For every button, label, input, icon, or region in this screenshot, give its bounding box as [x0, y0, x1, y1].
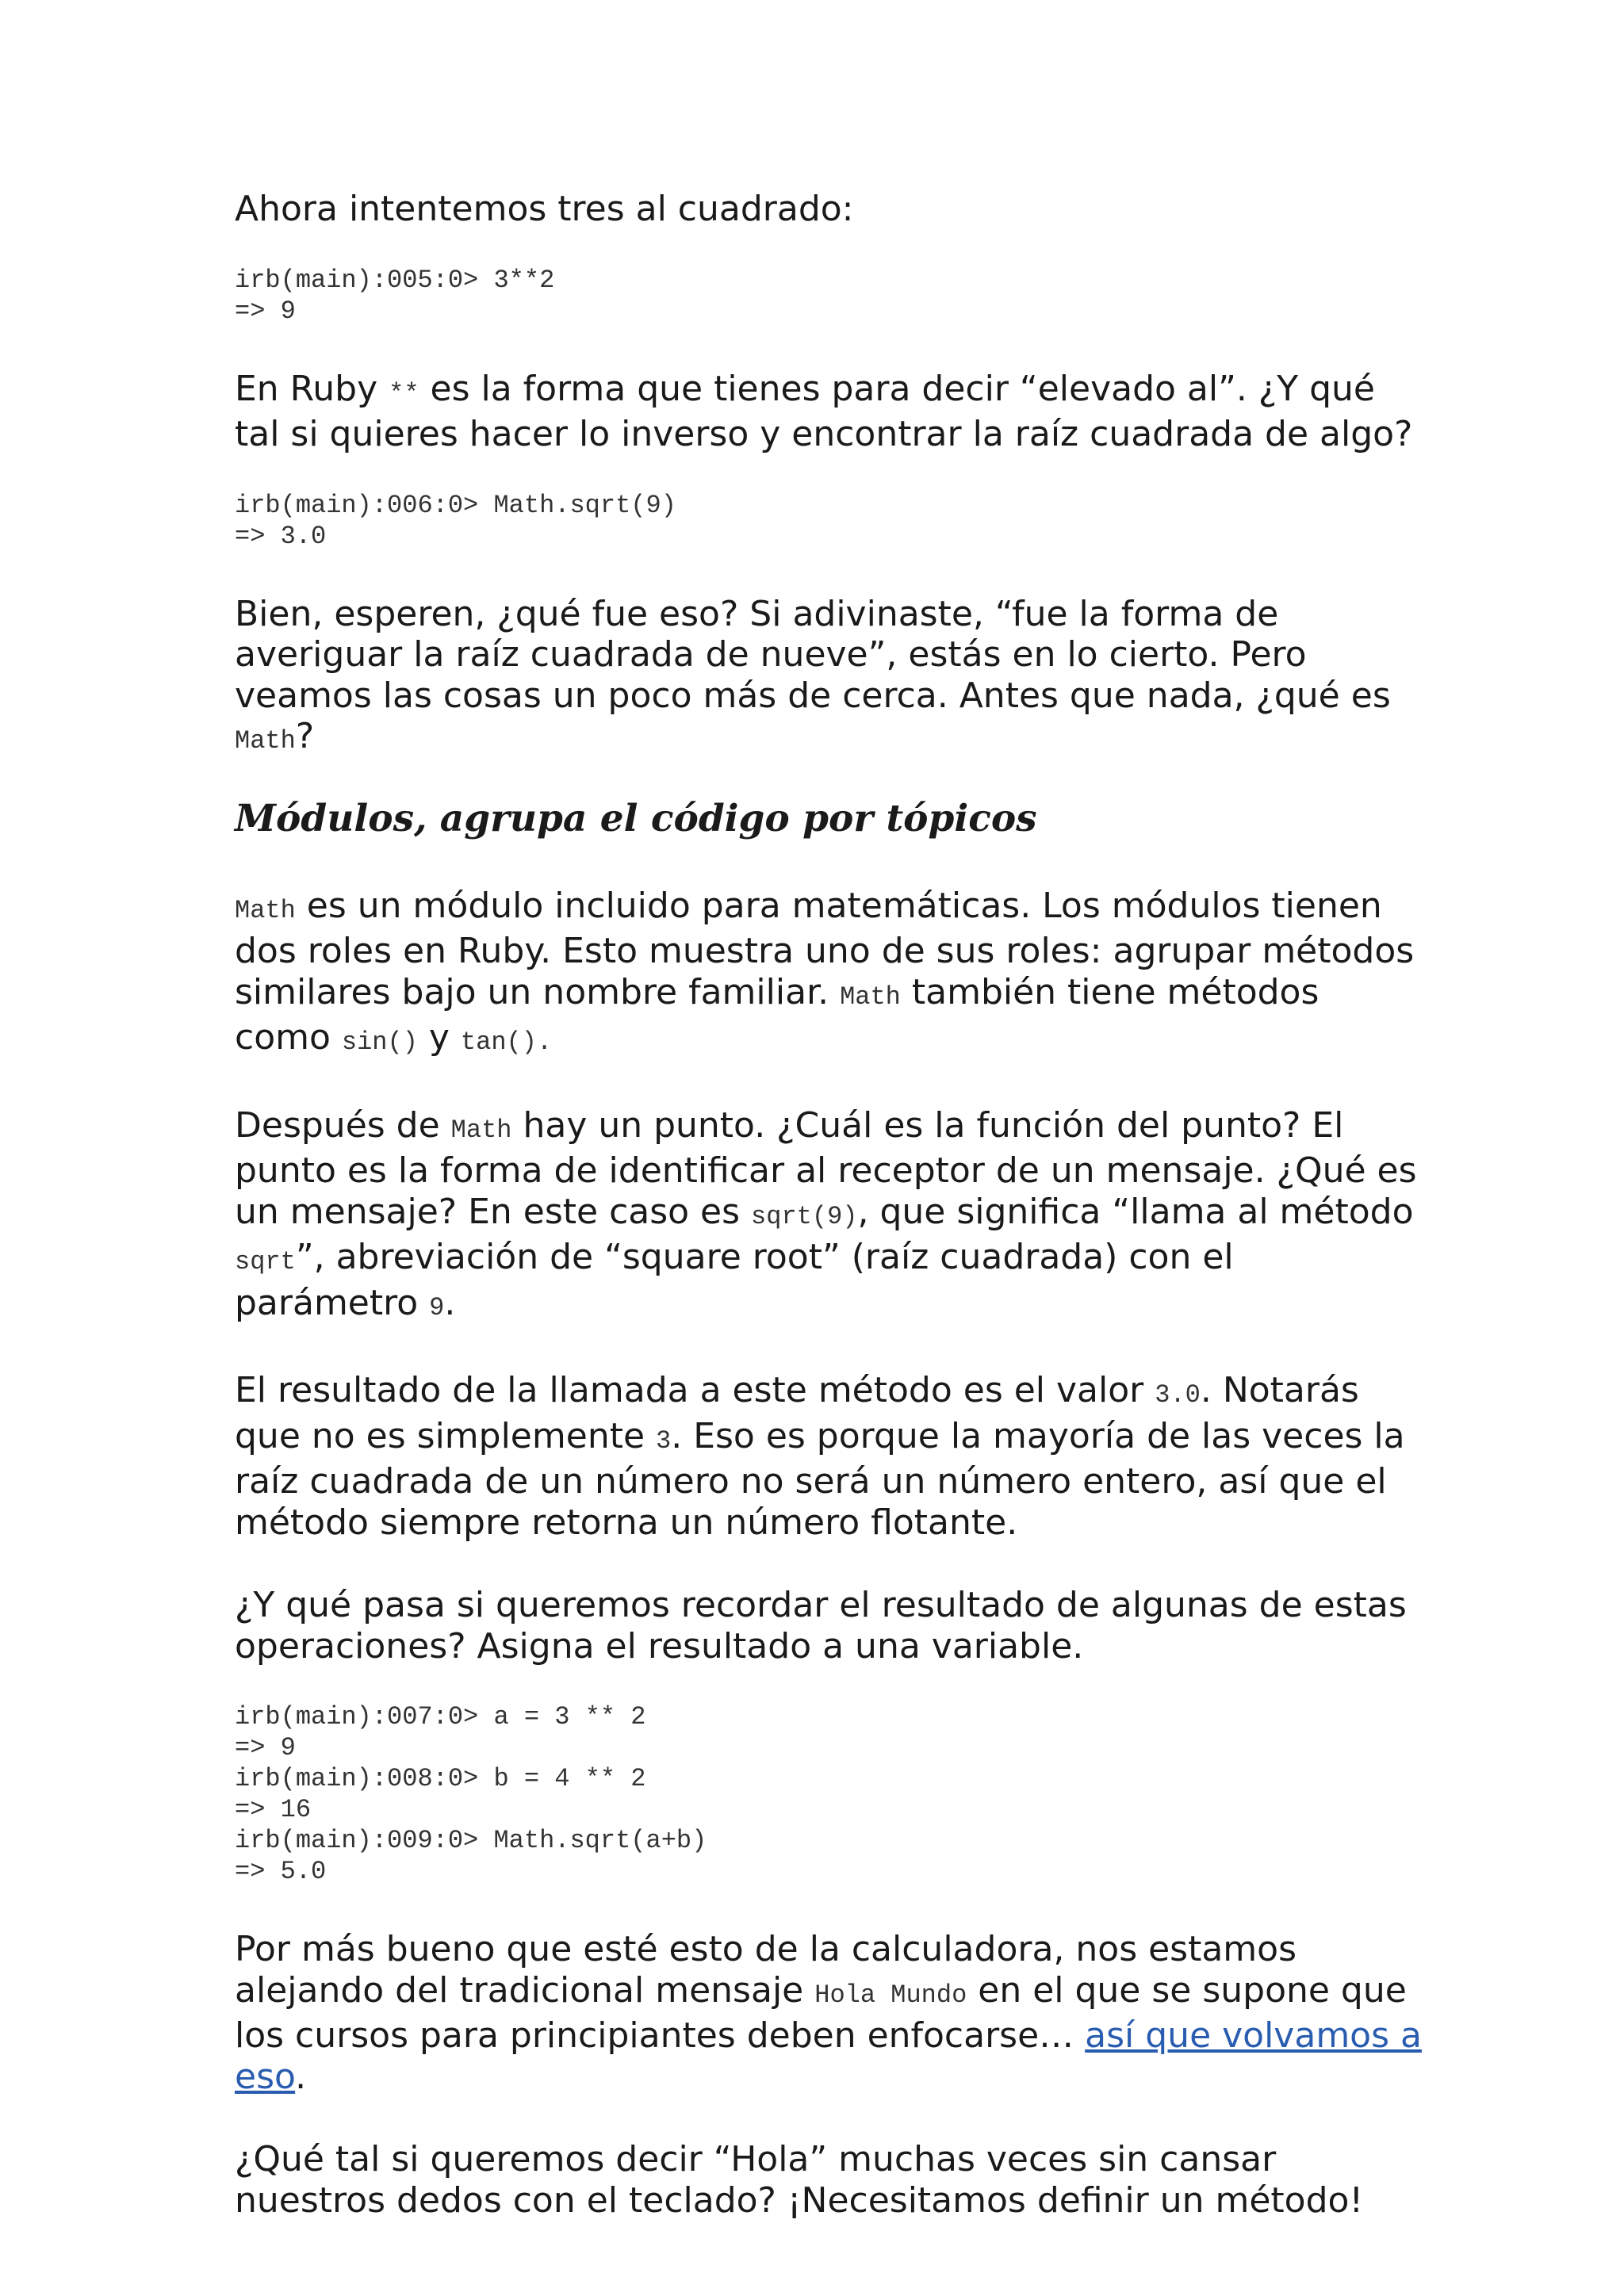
- text-run: es la forma que tienes para decir “elevado al”. ¿Y qué tal si quieres hacer lo inverso y encontrar la raíz cuadrada de algo?: [235, 368, 1413, 454]
- code-block-power: [235, 265, 1424, 327]
- result-paragraph: [235, 1370, 1424, 1543]
- text-run: en el que se supone que los cursos para principiantes deben enfocarse…: [235, 1969, 1407, 2056]
- intro-paragraph: Ahora intentemos tres al cuadrado:: [235, 189, 854, 229]
- inline-code: Math: [450, 1115, 512, 1145]
- inline-code: sqrt(9): [751, 1201, 858, 1231]
- text-run: , que significa “llama al método: [857, 1191, 1414, 1232]
- code-line: irb(main):008:0> b = 4 ** 2: [235, 1764, 646, 1793]
- back-to-hello-link[interactable]: así que volvamos a eso: [235, 2015, 1422, 2097]
- wait-paragraph: [235, 594, 1424, 762]
- code-line: irb(main):005:0> 3**2: [235, 265, 555, 295]
- inline-code: 9: [429, 1292, 445, 1322]
- inline-code: **: [389, 378, 419, 408]
- section-heading: Módulos, agrupa el código por tópicos: [235, 796, 1037, 840]
- remember-paragraph: ¿Y qué pasa si queremos recordar el resultado de algunas de estas operaciones? Asigna el resultado a una variable.: [235, 1585, 1407, 1667]
- inline-code: 3: [656, 1425, 672, 1456]
- inline-code: 3.0: [1155, 1380, 1201, 1410]
- text-run: hay un punto. ¿Cuál es la función del punto? El punto es la forma de identificar al receptor de un mensaje. ¿Qué es un mensaje? En este caso es: [235, 1104, 1417, 1232]
- inline-code: tan().: [460, 1027, 553, 1057]
- inline-code: sqrt: [235, 1247, 296, 1276]
- code-line: => 9: [235, 1733, 296, 1762]
- code-line: irb(main):007:0> a = 3 ** 2: [235, 1702, 646, 1732]
- code-line: irb(main):006:0> Math.sqrt(9): [235, 490, 676, 520]
- modules-paragraph: [235, 886, 1424, 1063]
- text-run: . Notarás que no es simplemente: [235, 1370, 1359, 1456]
- dot-paragraph: [235, 1105, 1424, 1329]
- code-line: => 16: [235, 1795, 312, 1824]
- text-run: .: [444, 1282, 456, 1323]
- text-run: . Eso es porque la mayoría de las veces la raíz cuadrada de un número no será un número entero, así que el método siempre retorna un número flotante.: [235, 1415, 1405, 1543]
- text-run: Bien, esperen, ¿qué fue eso? Si adivinaste, “fue la forma de averiguar la raíz cuadrada de nueve”, estás en lo cierto. Pero veamos las cosas un poco más de cerca. Antes que nada, ¿qué es: [235, 593, 1391, 716]
- text-run: ?: [295, 716, 315, 756]
- text-run: Después de: [235, 1104, 451, 1146]
- code-line: irb(main):009:0> Math.sqrt(a+b): [235, 1826, 707, 1855]
- inline-code: sin(): [341, 1027, 418, 1057]
- code-line: => 5.0: [235, 1857, 327, 1886]
- inline-code: Hola Mundo: [814, 1980, 967, 2010]
- text-run: .: [295, 2056, 307, 2097]
- inline-code: Math: [235, 726, 296, 756]
- inline-code: Math: [840, 982, 901, 1012]
- text-run: también tiene métodos como: [235, 971, 1320, 1058]
- text-run: El resultado de la llamada a este método es el valor: [235, 1370, 1155, 1410]
- hello-paragraph: ¿Qué tal si queremos decir “Hola” muchas veces sin cansar nuestros dedos con el teclado? ¡Necesitamos definir un método!: [235, 2139, 1364, 2221]
- inline-code: Math: [235, 895, 296, 925]
- text-run: es un módulo incluido para matemáticas. Los módulos tienen dos roles en Ruby. Esto muestra uno de sus roles: agrupar métodos similares bajo un nombre familiar.: [235, 885, 1415, 1012]
- document-page: [235, 189, 1424, 2221]
- code-block-sqrt: [235, 490, 1424, 552]
- code-line: => 3.0: [235, 521, 327, 551]
- calculator-paragraph: [235, 1929, 1424, 2097]
- code-line: => 9: [235, 296, 296, 326]
- text-run: Por más bueno que esté esto de la calculadora, nos estamos alejando del tradicional mensaje: [235, 1929, 1297, 2011]
- power-paragraph: [235, 369, 1424, 455]
- code-block-variables: [235, 1701, 1424, 1887]
- text-run: ”, abreviación de “square root” (raíz cuadrada) con el parámetro: [235, 1237, 1234, 1323]
- text-run: y: [417, 1017, 461, 1058]
- text-run: En Ruby: [235, 368, 389, 409]
